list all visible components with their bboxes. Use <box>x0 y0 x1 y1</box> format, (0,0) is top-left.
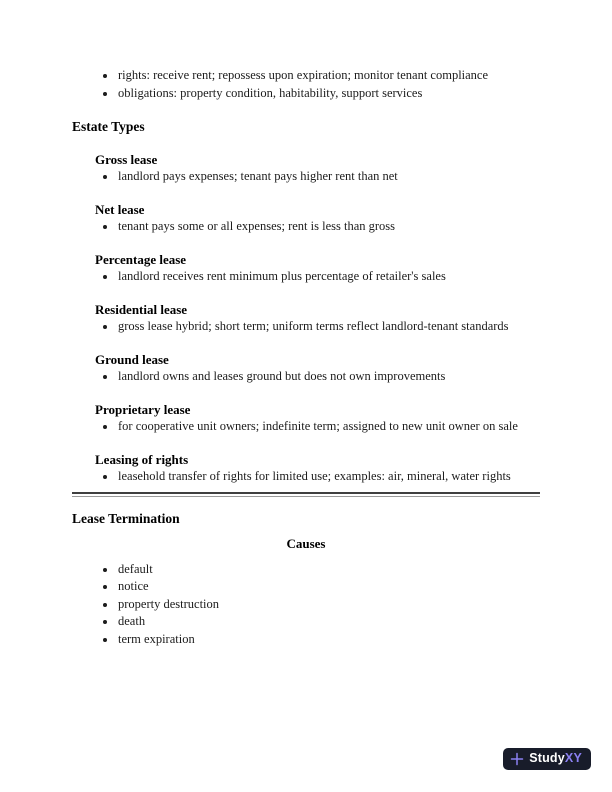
wordmark-accent: XY <box>564 751 582 766</box>
heading-estate-types: Estate Types <box>72 119 145 134</box>
subsection-proprietary-lease <box>72 401 540 436</box>
intro-bullet-list <box>72 67 540 102</box>
section-divider <box>72 492 540 497</box>
bullet-item: • landlord owns and leases ground but does not own improvements <box>117 368 540 386</box>
causes-bullet-list <box>72 561 540 649</box>
subsection-percentage-lease <box>72 251 540 286</box>
subsection-leasing-of-rights <box>72 451 540 486</box>
bullet-item: • property destruction <box>117 596 540 614</box>
bullet-item: • landlord receives rent minimum plus percentage of retailer's sales <box>117 268 540 286</box>
bullet-item: • leasehold transfer of rights for limited use; examples: air, mineral, water rights <box>117 468 540 486</box>
subsection-bullet-list <box>72 418 540 436</box>
bullet-item: • rights: receive rent; repossess upon expiration; monitor tenant compliance <box>117 67 540 85</box>
subsection-bullet-list <box>72 318 540 336</box>
subsection-residential-lease <box>72 301 540 336</box>
bullet-item: • term expiration <box>117 631 540 649</box>
subsection-net-lease <box>72 201 540 236</box>
studyxy-badge <box>503 748 591 770</box>
bullet-item: • death <box>117 613 540 631</box>
heading-causes: Causes <box>286 536 326 551</box>
subsection-ground-lease <box>72 351 540 386</box>
subsection-title: Ground lease <box>95 351 169 367</box>
subsection-title: Net lease <box>95 201 145 217</box>
subsection-gross-lease <box>72 151 540 186</box>
bullet-item: • gross lease hybrid; short term; uniform terms reflect landlord-tenant standards <box>117 318 540 336</box>
subsection-bullet-list <box>72 168 540 186</box>
subsection-title: Gross lease <box>95 151 158 167</box>
subsection-bullet-list <box>72 268 540 286</box>
subsection-bullet-list <box>72 468 540 486</box>
studyxy-wordmark <box>529 750 582 768</box>
bullet-item: • tenant pays some or all expenses; rent is less than gross <box>117 218 540 236</box>
wordmark-primary: Study <box>529 751 565 766</box>
bullet-item: • obligations: property condition, habitability, support services <box>117 85 540 103</box>
bullet-item: • landlord pays expenses; tenant pays higher rent than net <box>117 168 540 186</box>
plus-icon <box>510 752 524 766</box>
subsection-bullet-list <box>72 368 540 386</box>
subsection-title: Residential lease <box>95 301 188 317</box>
subsection-title: Leasing of rights <box>95 451 189 467</box>
bullet-item: • default <box>117 561 540 579</box>
subsection-title: Proprietary lease <box>95 401 191 417</box>
bullet-item: • notice <box>117 578 540 596</box>
subsection-title: Percentage lease <box>95 251 187 267</box>
heading-lease-termination: Lease Termination <box>72 510 180 526</box>
subsection-bullet-list <box>72 218 540 236</box>
bullet-item: • for cooperative unit owners; indefinite term; assigned to new unit owner on sale <box>117 418 540 436</box>
